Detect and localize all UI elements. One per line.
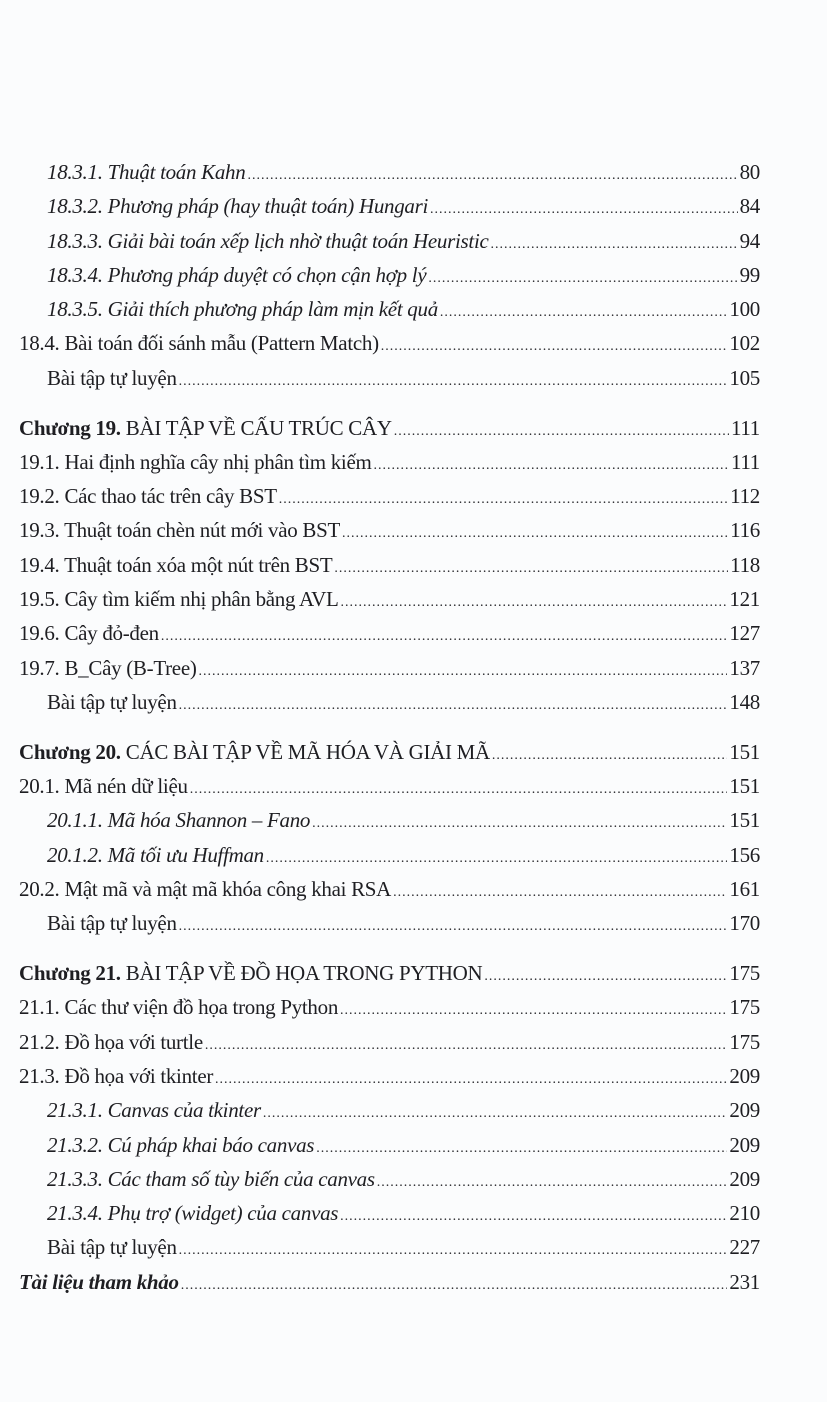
page-number: 210 <box>729 1201 760 1226</box>
toc-entry <box>0 258 827 292</box>
entry-title: 19.7. B_Cây (B-Tree) <box>19 655 197 680</box>
toc-entry <box>0 769 827 803</box>
page-number: 175 <box>729 961 760 986</box>
entry-title: BÀI TẬP VỀ ĐỒ HỌA TRONG PYTHON <box>125 961 483 986</box>
entry-title: Bài tập tự luyện <box>47 365 177 390</box>
page-number: 100 <box>729 297 760 322</box>
entry-title: Bài tập tự luyện <box>47 689 177 714</box>
entry-title: 20.1.2. Mã tối ưu Huffman <box>47 842 264 867</box>
page-number: 137 <box>729 655 760 680</box>
dot-leader <box>199 655 728 689</box>
page-number: 148 <box>729 689 760 714</box>
page-number: 118 <box>730 552 760 577</box>
dot-leader <box>492 739 727 773</box>
dot-leader <box>190 773 728 807</box>
chapter-number: Chương 21. <box>19 961 121 986</box>
entry-title: 18.4. Bài toán đối sánh mẫu (Pattern Match) <box>19 331 379 356</box>
page-number: 121 <box>729 587 760 612</box>
toc-entry <box>0 1265 827 1299</box>
entry-title: 18.3.4. Phương pháp duyệt có chọn cận hợp lý <box>47 262 427 287</box>
toc-chapter-entry <box>0 735 827 769</box>
dot-leader <box>342 517 728 551</box>
entry-title: 21.3. Đồ họa với tkinter <box>19 1063 214 1088</box>
page-number: 80 <box>739 160 760 184</box>
page-number: 209 <box>729 1063 760 1088</box>
page-number: 170 <box>729 911 760 936</box>
page-number: 151 <box>729 808 760 833</box>
entry-title: 19.6. Cây đỏ-đen <box>19 621 159 646</box>
entry-title: CÁC BÀI TẬP VỀ MÃ HÓA VÀ GIẢI MÃ <box>125 739 490 764</box>
dot-leader <box>340 1200 727 1234</box>
toc-entry <box>0 155 827 189</box>
toc-entry <box>0 1128 827 1162</box>
dot-leader <box>263 1097 728 1131</box>
entry-title: 18.3.1. Thuật toán Kahn <box>47 160 246 184</box>
toc-entry <box>0 361 827 395</box>
entry-title: 19.4. Thuật toán xóa một nút trên BST <box>19 552 333 577</box>
toc-entry <box>0 326 827 360</box>
chapter-number: Chương 20. <box>19 739 121 764</box>
page-number: 209 <box>729 1132 760 1157</box>
toc-chapter-entry <box>0 956 827 990</box>
page-number: 156 <box>729 842 760 867</box>
dot-leader <box>179 365 728 399</box>
page-number: 111 <box>730 415 760 440</box>
page-number: 209 <box>729 1098 760 1123</box>
entry-title: 21.3.1. Canvas của tkinter <box>47 1098 261 1123</box>
toc-entry <box>0 872 827 906</box>
page-number: 151 <box>729 739 760 764</box>
entry-title: Tài liệu tham khảo <box>19 1269 179 1294</box>
page-number: 112 <box>730 484 760 509</box>
page-number: 99 <box>739 262 760 287</box>
dot-leader <box>181 1269 728 1303</box>
entry-title: 21.3.4. Phụ trợ (widget) của canvas <box>47 1201 339 1226</box>
dot-leader <box>312 807 727 841</box>
entry-title: 19.5. Cây tìm kiếm nhị phân bằng AVL <box>19 587 339 612</box>
toc-chapter-entry <box>0 411 827 445</box>
dot-leader <box>266 842 728 876</box>
toc-entry <box>0 838 827 872</box>
entry-title: 19.3. Thuật toán chèn nút mới vào BST <box>19 518 340 543</box>
page-number: 161 <box>729 876 760 901</box>
dot-leader <box>428 262 737 296</box>
page-number: 116 <box>730 518 760 543</box>
page-number: 102 <box>729 331 760 356</box>
entry-title: 21.3.3. Các tham số tùy biến của canvas <box>47 1166 375 1191</box>
toc-entry <box>0 906 827 940</box>
dot-leader <box>374 449 729 483</box>
entry-title: 21.3.2. Cú pháp khai báo canvas <box>47 1132 315 1157</box>
entry-title: 18.3.5. Giải thích phương pháp làm mịn kết quả <box>47 297 438 322</box>
page-number: 127 <box>729 621 760 646</box>
toc-entry <box>0 292 827 326</box>
toc-entry <box>0 651 827 685</box>
dot-leader <box>179 1234 728 1268</box>
dot-leader <box>430 193 738 227</box>
dot-leader <box>341 586 728 620</box>
toc-entry <box>0 1059 827 1093</box>
toc-entry <box>0 582 827 616</box>
dot-leader <box>179 910 728 944</box>
dot-leader <box>381 330 728 364</box>
dot-leader <box>334 552 728 586</box>
toc-entry <box>0 990 827 1024</box>
toc-entry <box>0 1093 827 1127</box>
toc-entry <box>0 1230 827 1264</box>
toc-entry <box>0 1196 827 1230</box>
dot-leader <box>247 159 737 193</box>
dot-leader <box>215 1063 727 1097</box>
toc-entry <box>0 445 827 479</box>
chapter-number: Chương 19. <box>19 415 121 440</box>
toc-entry <box>0 803 827 837</box>
entry-title: 21.2. Đồ họa với turtle <box>19 1029 203 1054</box>
entry-title: 19.1. Hai định nghĩa cây nhị phân tìm kiếm <box>19 449 372 474</box>
entry-title: 18.3.2. Phương pháp (hay thuật toán) Hungari <box>47 194 429 219</box>
toc-entry <box>0 189 827 223</box>
toc-entry <box>0 1162 827 1196</box>
entry-title: Bài tập tự luyện <box>47 1235 177 1260</box>
page-number: 175 <box>729 995 760 1020</box>
dot-leader <box>316 1132 727 1166</box>
dot-leader <box>484 960 727 994</box>
dot-leader <box>161 620 728 654</box>
entry-title: 21.1. Các thư viện đồ họa trong Python <box>19 995 339 1020</box>
page-number: 209 <box>729 1166 760 1191</box>
toc-entry <box>0 1025 827 1059</box>
toc-entry <box>0 685 827 719</box>
dot-leader <box>179 689 728 723</box>
page-number: 105 <box>729 365 760 390</box>
entry-title: 18.3.3. Giải bài toán xếp lịch nhờ thuật toán Heuristic <box>47 228 489 253</box>
dot-leader <box>491 228 738 262</box>
page-number: 175 <box>729 1029 760 1054</box>
table-of-contents <box>0 155 827 1299</box>
dot-leader <box>205 1029 728 1063</box>
toc-entry <box>0 548 827 582</box>
entry-title: 19.2. Các thao tác trên cây BST <box>19 484 277 509</box>
page-number: 84 <box>739 194 760 219</box>
toc-entry <box>0 224 827 258</box>
page-number: 94 <box>739 228 760 253</box>
page-number: 151 <box>729 774 760 799</box>
page-number: 231 <box>729 1269 760 1294</box>
page-number: 227 <box>729 1235 760 1260</box>
page-number: 111 <box>730 449 760 474</box>
entry-title: 20.1. Mã nén dữ liệu <box>19 774 188 799</box>
toc-entry <box>0 479 827 513</box>
dot-leader <box>394 415 729 449</box>
dot-leader <box>377 1166 728 1200</box>
dot-leader <box>279 483 728 517</box>
dot-leader <box>440 296 727 330</box>
entry-title: Bài tập tự luyện <box>47 911 177 936</box>
entry-title: BÀI TẬP VỀ CẤU TRÚC CÂY <box>125 415 392 440</box>
dot-leader <box>340 994 727 1028</box>
entry-title: 20.2. Mật mã và mật mã khóa công khai RSA <box>19 876 392 901</box>
entry-title: 20.1.1. Mã hóa Shannon – Fano <box>47 808 311 833</box>
toc-entry <box>0 616 827 650</box>
dot-leader <box>393 876 727 910</box>
toc-entry <box>0 513 827 547</box>
